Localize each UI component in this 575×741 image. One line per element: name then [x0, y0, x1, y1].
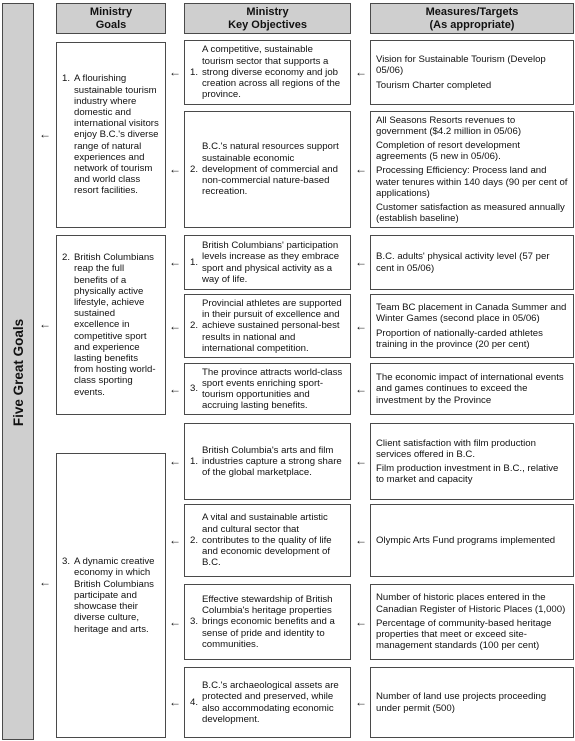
arrow-left-icon: ←	[169, 162, 181, 176]
objective-box-2-1: 1. British Columbians' participation levels increase as they embrace sport and physical activity as a way of life.	[184, 235, 351, 290]
measures-box-3-4: Number of land use projects proceeding under permit (500)	[370, 667, 574, 738]
arrow-left-icon: ←	[355, 162, 367, 176]
goal-number: 1.	[62, 73, 71, 85]
header-ministry-goals: Ministry Goals	[56, 3, 166, 34]
header-key-objectives: Ministry Key Objectives	[184, 3, 351, 34]
measures-box-2-2: Team BC placement in Canada Summer and Winter Games (second place in 05/06) Proportion of nationally-carded athletes training in the province (20 per cent)	[370, 294, 574, 358]
arrow-left-icon: ←	[355, 454, 367, 468]
objective-box-1-2: 2. B.C.'s natural resources support sustainable economic development of commercial and non-commercial nature-based recreation.	[184, 111, 351, 228]
objective-box-3-4: 4. B.C.'s archaeological assets are protected and preserved, while also accommodating economic development.	[184, 667, 351, 738]
measures-box-3-2: Olympic Arts Fund programs implemented	[370, 504, 574, 577]
arrow-left-icon: ←	[355, 382, 367, 396]
arrow-left-icon: ←	[39, 317, 51, 331]
goal-box-2	[56, 235, 166, 415]
measures-box-3-3: Number of historic places entered in the Canadian Register of Historic Places (1,000) Percentage of community-based heritage properties that meet or exceed site-management standards (100 per cent)	[370, 584, 574, 660]
arrow-left-icon: ←	[355, 319, 367, 333]
sidebar-title: Five Great Goals	[11, 318, 27, 427]
goal-box-3	[56, 453, 166, 738]
goal-number: 3.	[62, 556, 71, 568]
goal-text: A dynamic creative economy in which British Columbians participate and showcase their diverse culture, heritage and arts.	[74, 556, 155, 635]
arrow-left-icon: ←	[355, 695, 367, 709]
five-great-goals-sidebar	[2, 3, 34, 740]
measures-box-1-1: Vision for Sustainable Tourism (Develop 05/06) Tourism Charter completed	[370, 40, 574, 105]
objective-box-3-2: 2. A vital and sustainable artistic and cultural sector that contributes to the quality of life and economic development of B.C.	[184, 504, 351, 577]
arrow-left-icon: ←	[169, 319, 181, 333]
arrow-left-icon: ←	[355, 65, 367, 79]
arrow-left-icon: ←	[169, 695, 181, 709]
goal-box-1	[56, 42, 166, 228]
arrow-left-icon: ←	[169, 454, 181, 468]
arrow-left-icon: ←	[355, 615, 367, 629]
objective-box-2-2: 2. Provincial athletes are supported in their pursuit of excellence and achieve sustained personal-best results in national and international competition.	[184, 294, 351, 358]
goal-text: British Columbians reap the full benefits of a physically active lifestyle, achieve sustained excellence in competitive sport and experience lasting benefits from hosting world-class sporting events.	[74, 252, 156, 398]
objective-box-1-1: 1. A competitive, sustainable tourism sector that supports a strong diverse economy and job creation across all regions of the province.	[184, 40, 351, 105]
goal-text: A flourishing sustainable tourism industry where domestic and international visitors enjoy B.C.'s diverse range of natural experiences and network of tourism and world class resort facilities.	[74, 73, 159, 197]
arrow-left-icon: ←	[39, 127, 51, 141]
measures-box-3-1: Client satisfaction with film production services offered in B.C. Film production investment in B.C., relative to market and capacity	[370, 423, 574, 500]
arrow-left-icon: ←	[355, 255, 367, 269]
measures-box-2-1: B.C. adults' physical activity level (57 per cent in 05/06)	[370, 235, 574, 290]
arrow-left-icon: ←	[39, 575, 51, 589]
goal-number: 2.	[62, 252, 71, 264]
objective-box-2-3: 3. The province attracts world-class sport events enriching sport-tourism opportunities and accruing lasting benefits.	[184, 363, 351, 415]
arrow-left-icon: ←	[169, 382, 181, 396]
objective-box-3-3: 3. Effective stewardship of British Columbia's heritage properties brings economic benefits and a sense of pride and identity to communities.	[184, 584, 351, 660]
objective-box-3-1: 1. British Columbia's arts and film industries capture a strong share of the global marketplace.	[184, 423, 351, 500]
measures-box-1-2: All Seasons Resorts revenues to government ($4.2 million in 05/06) Completion of resort development agreements (5 new in 05/06). Processing Efficiency: Process land and water tenures within 140 days (90 per cent of applications) Customer satisfaction as measured annually (establish baseline)	[370, 111, 574, 228]
arrow-left-icon: ←	[169, 65, 181, 79]
arrow-left-icon: ←	[169, 615, 181, 629]
arrow-left-icon: ←	[169, 533, 181, 547]
arrow-left-icon: ←	[355, 533, 367, 547]
header-measures-targets: Measures/Targets (As appropriate)	[370, 3, 574, 34]
measures-box-2-3: The economic impact of international events and games continues to exceed the investment by the Province	[370, 363, 574, 415]
arrow-left-icon: ←	[169, 255, 181, 269]
